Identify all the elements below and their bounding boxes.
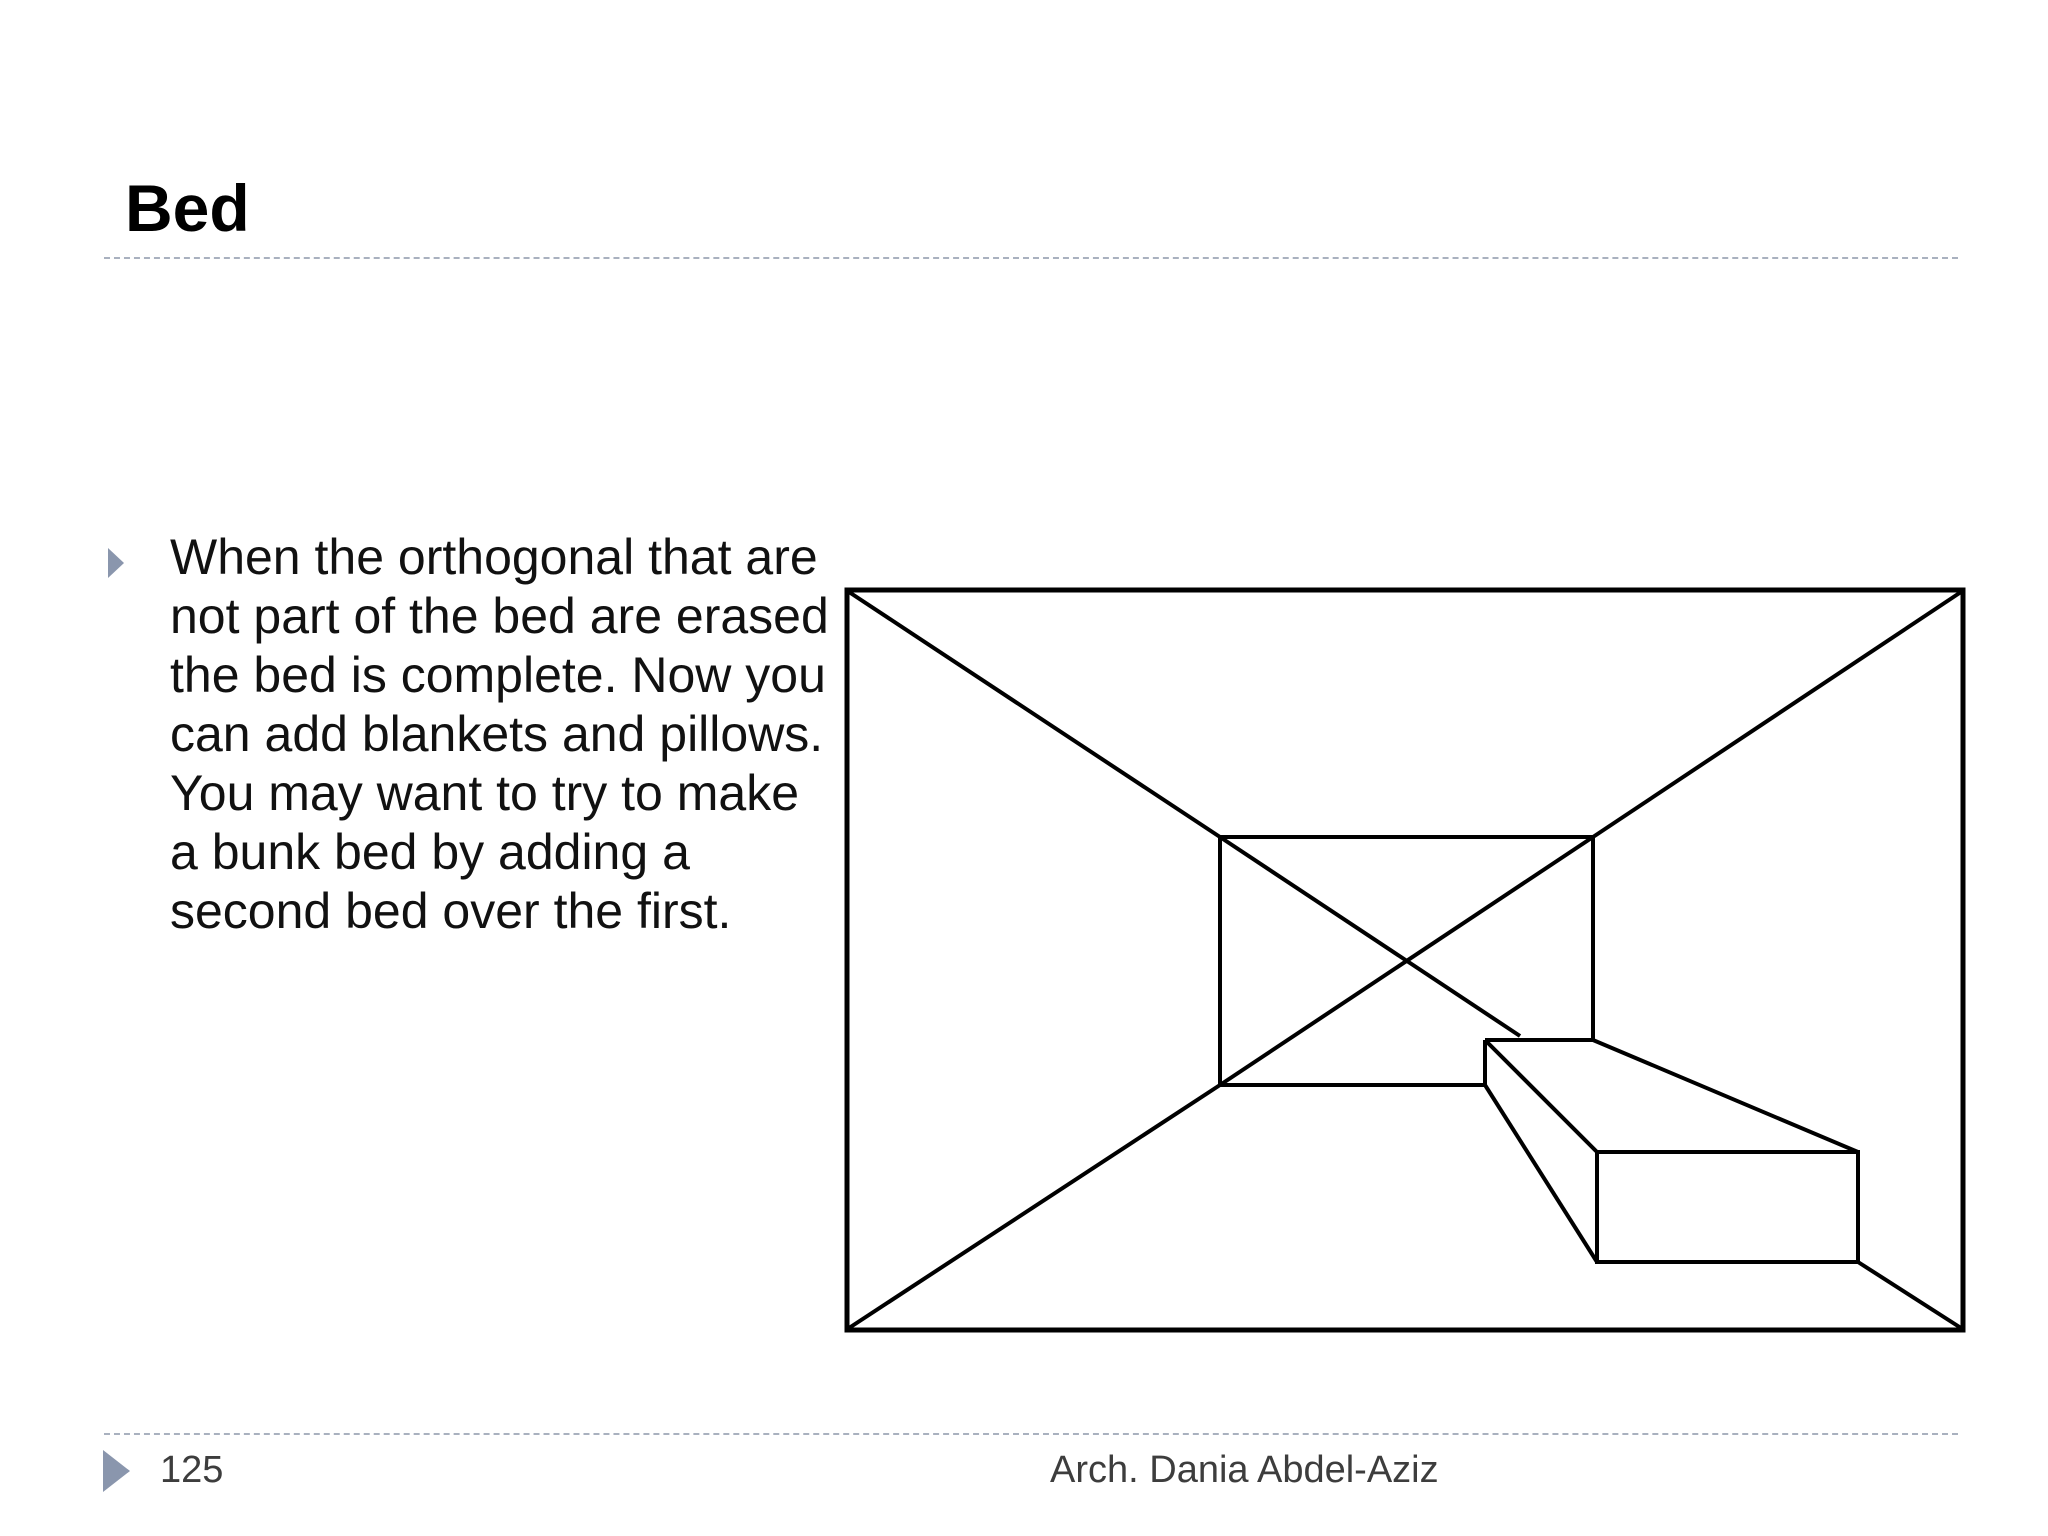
bed-front bbox=[1597, 1152, 1858, 1262]
bed-side-lower bbox=[1485, 1085, 1597, 1262]
slide-title: Bed bbox=[125, 171, 250, 245]
back-wall bbox=[1220, 837, 1593, 1085]
picture-frame bbox=[847, 590, 1963, 1330]
bed-top bbox=[1485, 1040, 1858, 1152]
title-divider bbox=[104, 257, 1958, 259]
bullet-text: When the orthogonal that are not part of the bed are erased the bed is complete. Now you can add blankets and pillows. You may want to try to make a bunk bed by adding a second bed over the first. bbox=[170, 529, 829, 939]
footer-divider bbox=[104, 1433, 1958, 1435]
diagonal-top-left bbox=[849, 592, 1220, 837]
footer-author: Arch. Dania Abdel-Aziz bbox=[1050, 1449, 1439, 1491]
bed-top-left-edge bbox=[1485, 1040, 1597, 1152]
triangle-bullet-icon bbox=[108, 548, 124, 578]
diagonal-top-left-ext bbox=[1220, 837, 1520, 1036]
triangle-footer-icon bbox=[103, 1450, 130, 1492]
page-number: 125 bbox=[160, 1449, 224, 1491]
diagonal-top-right bbox=[1593, 592, 1961, 837]
diagonal-bottom-left-ext bbox=[1220, 837, 1593, 1085]
diagonal-bottom-left bbox=[849, 1085, 1220, 1328]
diagonal-bottom-right bbox=[1858, 1262, 1961, 1328]
